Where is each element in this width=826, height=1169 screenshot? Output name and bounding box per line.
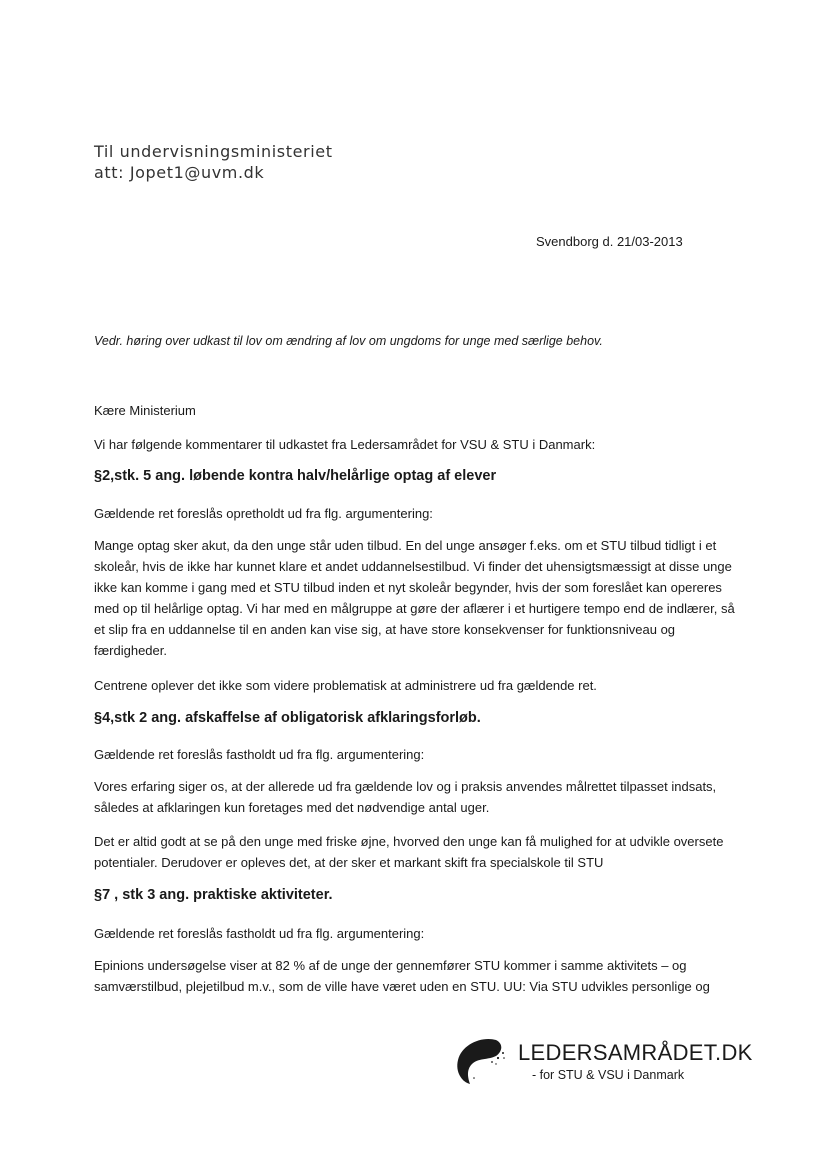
section-1-heading: §2,stk. 5 ang. løbende kontra halv/helårlige optag af elever bbox=[94, 468, 497, 484]
section-1-paragraph-2: Centrene oplever det ikke som videre problematisk at administrere ud fra gældende ret. bbox=[94, 678, 597, 693]
section-3-heading: §7 , stk 3 ang. praktiske aktiviteter. bbox=[94, 887, 333, 903]
intro-paragraph: Vi har følgende kommentarer til udkastet fra Ledersamrådet for VSU & STU i Danmark: bbox=[94, 437, 596, 452]
section-3-lead: Gældende ret foreslås fastholdt ud fra flg. argumentering: bbox=[94, 926, 425, 941]
recipient-line-2: att: Jopet1@uvm.dk bbox=[94, 163, 265, 182]
ledersamraadet-logo-icon bbox=[452, 1034, 508, 1086]
letter-subject: Vedr. høring over udkast til lov om ændring af lov om ungdoms for unge med særlige behov. bbox=[94, 334, 603, 348]
section-1-lead: Gældende ret foreslås opretholdt ud fra flg. argumentering: bbox=[94, 506, 433, 521]
letter-date: Svendborg d. 21/03-2013 bbox=[536, 234, 683, 249]
logo-title: LEDERSAMRÅDET.DK bbox=[518, 1040, 753, 1065]
section-2-heading: §4,stk 2 ang. afskaffelse af obligatorisk afklaringsforløb. bbox=[94, 710, 481, 726]
section-2-paragraph-2: Det er altid godt at se på den unge med friske øjne, hvorved den unge kan få mulighed for at udvikle oversete potentialer. Derudover er opleves det, at der sker et markant skift fra specialskole til STU bbox=[94, 834, 724, 870]
logo-subtitle: - for STU & VSU i Danmark bbox=[532, 1068, 685, 1082]
section-1-paragraph-1: Mange optag sker akut, da den unge står uden tilbud. En del unge ansøger f.eks. om et STU tilbud tidligt i et skoleår, hvis de ikke har kunnet klare et andet uddannelsestilbud. Vi finder det uhensigtsmæssigt at disse unge ikke kan komme i gang med et STU tilbud inden et nyt skoleår begynder, hvis der som foreslået kan opereres med op til helårlige optag. Vi har med en målgruppe at gøre der aflærer i et hurtigere tempo end de indlærer, så et slip fra en uddannelse til en anden kan vise sig, at have store konsekvenser for funktionsniveau og færdigheder. bbox=[94, 538, 735, 658]
recipient-line-1: Til undervisningsministeriet bbox=[94, 142, 333, 161]
salutation: Kære Ministerium bbox=[94, 403, 196, 418]
section-2-lead: Gældende ret foreslås fastholdt ud fra flg. argumentering: bbox=[94, 747, 425, 762]
section-3-paragraph-1: Epinions undersøgelse viser at 82 % af de unge der gennemfører STU kommer i samme aktivitets – og samværstilbud, plejetilbud m.v., som de ville have været uden en STU. UU: Via STU udvikles personlige og bbox=[94, 958, 710, 994]
section-2-paragraph-1: Vores erfaring siger os, at der allerede ud fra gældende lov og i praksis anvendes målrettet tilpasset indsats, således at afklaringen kun foretages med det nødvendige antal uger. bbox=[94, 779, 717, 815]
